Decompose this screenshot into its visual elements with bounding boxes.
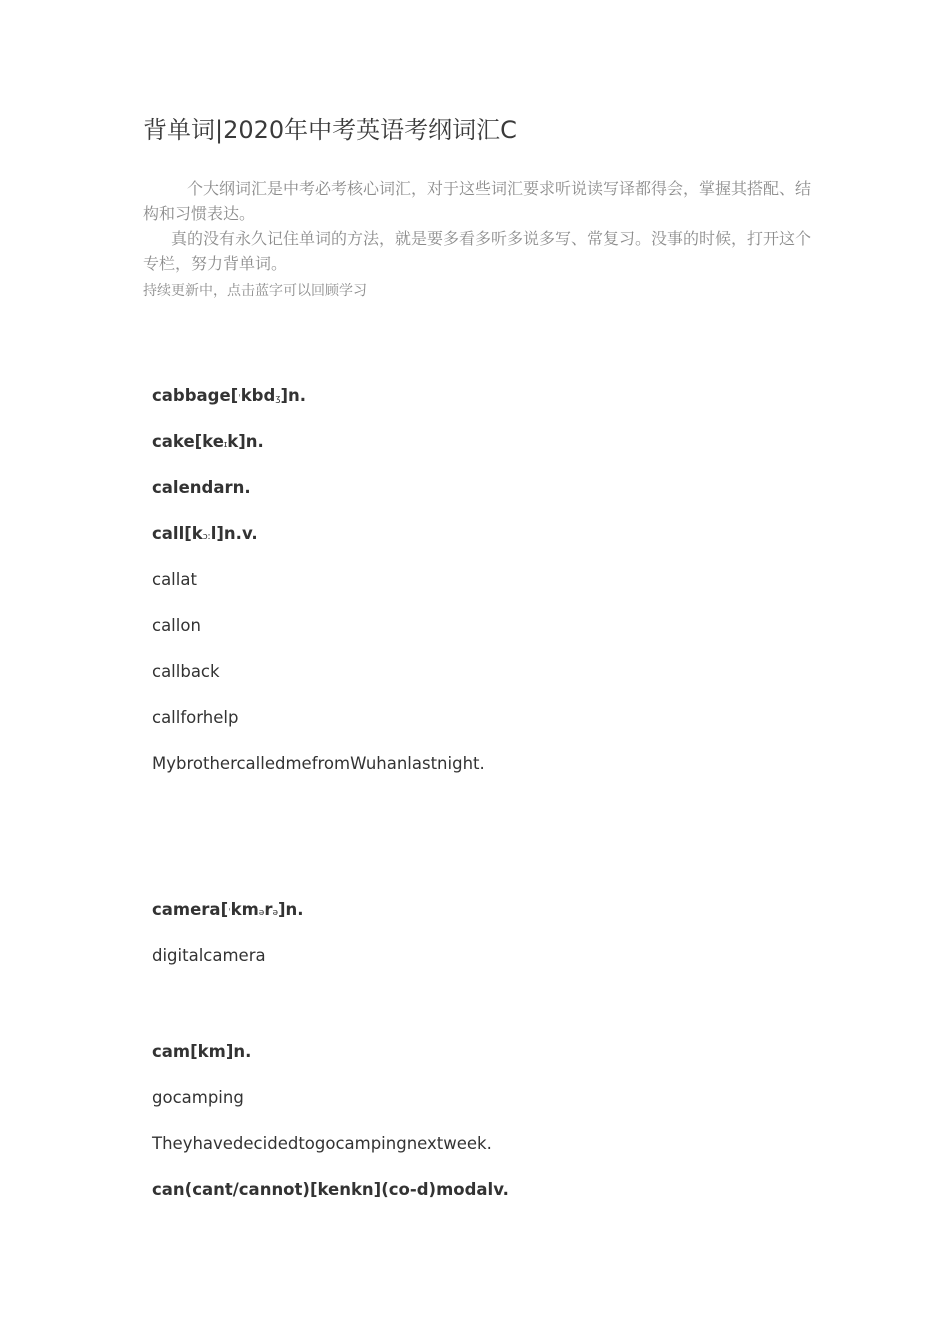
headword-text: kbd	[240, 386, 276, 405]
phrase-callforhelp: callforhelp	[152, 708, 239, 727]
phonetic-mark: ə	[272, 908, 279, 918]
phonetic-mark: ɔː	[202, 532, 211, 542]
entry-headword-calendar: calendarn.	[152, 478, 251, 497]
phrase-callon: callon	[152, 616, 201, 635]
phrase-gocamping: gocamping	[152, 1088, 244, 1107]
update-note: 持续更新中，点击蓝字可以回顾学习	[143, 283, 367, 299]
entry-headword-call	[152, 523, 258, 548]
phonetic-mark: ʒ	[275, 394, 281, 404]
example-call: MybrothercalledmefromWuhanlastnight.	[152, 754, 485, 773]
headword-text: call[k	[152, 524, 203, 543]
headword-text: l]n.v.	[210, 524, 258, 543]
headword-text: ]n.	[280, 386, 307, 405]
entry-headword-camera	[152, 899, 304, 924]
phrase-callback: callback	[152, 662, 220, 681]
page-title: 背单词|2020年中考英语考纲词汇C	[143, 116, 517, 144]
phonetic-mark: ɪ	[223, 440, 228, 450]
entry-headword-camp: cam[km]n.	[152, 1042, 252, 1061]
example-camp: Theyhavedecidedtogocampingnextweek.	[152, 1134, 492, 1153]
headword-text: cabbage[	[152, 386, 239, 405]
phonetic-mark: ˈ	[238, 394, 241, 404]
headword-text: k]n.	[227, 432, 264, 451]
headword-text: cake[ke	[152, 432, 224, 451]
entry-headword-cabbage	[152, 385, 306, 410]
headword-text: km	[230, 900, 259, 919]
phonetic-mark: ə	[258, 908, 265, 918]
intro-paragraph-2: 真的没有永久记住单词的方法，就是要多看多听多说多写、常复习。没事的时候，打开这个专栏，努力背单词。	[143, 229, 812, 273]
intro-paragraph-1: 个大纲词汇是中考必考核心词汇，对于这些词汇要求听说读写译都得会，掌握其搭配、结构和习惯表达。	[143, 179, 812, 223]
entry-headword-cake	[152, 431, 264, 456]
headword-text: r	[264, 900, 273, 919]
phrase-callat: callat	[152, 570, 197, 589]
entry-headword-can: can(cant/cannot)[kenkn](co-d)modalv.	[152, 1180, 509, 1199]
phonetic-mark: ˈ	[228, 908, 231, 918]
headword-text: ]n.	[278, 900, 304, 919]
phrase-digitalcamera: digitalcamera	[152, 946, 266, 965]
headword-text: camera[	[152, 900, 229, 919]
